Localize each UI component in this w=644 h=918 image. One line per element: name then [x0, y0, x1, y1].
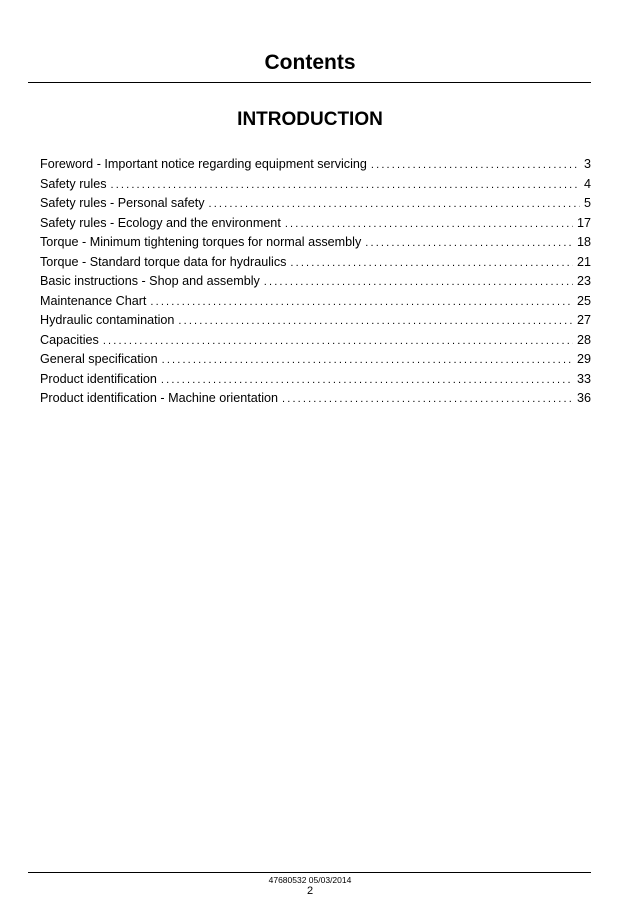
- toc-entry-label: Capacities: [40, 332, 99, 347]
- dot-leader: [209, 195, 580, 215]
- toc-entry-capacities[interactable]: [40, 331, 591, 351]
- toc-entry-maintenance-chart[interactable]: [40, 292, 591, 312]
- toc-entry-label: Torque - Minimum tightening torques for normal assembly: [40, 235, 362, 249]
- toc-entry-page: 18: [576, 235, 591, 249]
- dot-leader: [264, 273, 573, 293]
- toc-entry-label: Hydraulic contamination: [40, 313, 175, 327]
- page-number: 2: [306, 885, 314, 897]
- toc-entry-label: Basic instructions - Shop and assembly: [40, 274, 260, 288]
- dot-leader: [111, 176, 580, 196]
- toc-entry-label: Maintenance Chart: [40, 293, 147, 308]
- toc-entry-machine-orientation[interactable]: [40, 389, 591, 409]
- document-code: 47680532 05/03/2014: [268, 875, 352, 885]
- toc-entry-minimum-torques[interactable]: [40, 233, 591, 253]
- toc-entry-page: 23: [576, 274, 591, 288]
- top-divider: [28, 82, 591, 83]
- toc-entry-general-specification[interactable]: [40, 350, 591, 370]
- toc-entry-page: 21: [576, 254, 591, 269]
- toc-entry-hydraulic-torques[interactable]: [40, 253, 591, 273]
- toc-entry-page: 17: [576, 215, 591, 230]
- toc-entry-page: 36: [576, 391, 591, 405]
- toc-entry-label: Safety rules: [40, 176, 107, 191]
- toc-entry-page: 25: [576, 293, 591, 308]
- toc-entry-label: Torque - Standard torque data for hydraulics: [40, 254, 287, 269]
- dot-leader: [161, 371, 573, 391]
- toc-entry-basic-instructions[interactable]: [40, 272, 591, 292]
- dot-leader: [285, 215, 573, 235]
- toc-entry-page: 29: [576, 352, 591, 366]
- toc-entry-label: Product identification - Machine orientation: [40, 391, 279, 405]
- toc-entry-ecology[interactable]: [40, 214, 591, 234]
- toc-entry-page: 33: [576, 371, 591, 386]
- toc-entry-label: Safety rules - Ecology and the environment: [40, 215, 281, 230]
- dot-leader: [371, 156, 580, 176]
- dot-leader: [282, 390, 573, 410]
- dot-leader: [162, 351, 573, 371]
- toc-entry-page: 28: [576, 332, 591, 347]
- toc-entry-label: General specification: [40, 352, 158, 366]
- toc-entry-label: Safety rules - Personal safety: [40, 196, 205, 210]
- toc-entry-page: 3: [583, 157, 591, 171]
- section-title: INTRODUCTION: [237, 109, 383, 130]
- dot-leader: [150, 293, 573, 313]
- dot-leader: [365, 234, 573, 254]
- dot-leader: [290, 254, 573, 274]
- toc-entry-product-identification[interactable]: [40, 370, 591, 390]
- toc-entry-label: Foreword - Important notice regarding equipment servicing: [40, 157, 367, 171]
- toc-entry-page: 4: [583, 176, 591, 191]
- toc-entry-page: 5: [583, 196, 591, 210]
- toc-entry-personal-safety[interactable]: [40, 194, 591, 214]
- table-of-contents: [40, 155, 591, 409]
- toc-entry-label: Product identification: [40, 371, 157, 386]
- dot-leader: [178, 312, 573, 332]
- page-title: Contents: [264, 51, 356, 74]
- dot-leader: [103, 332, 573, 352]
- toc-entry-safety-rules[interactable]: [40, 175, 591, 195]
- toc-entry-hydraulic-contamination[interactable]: [40, 311, 591, 331]
- toc-entry-page: 27: [576, 313, 591, 327]
- footer-divider: [28, 872, 591, 873]
- toc-entry-foreword[interactable]: [40, 155, 591, 175]
